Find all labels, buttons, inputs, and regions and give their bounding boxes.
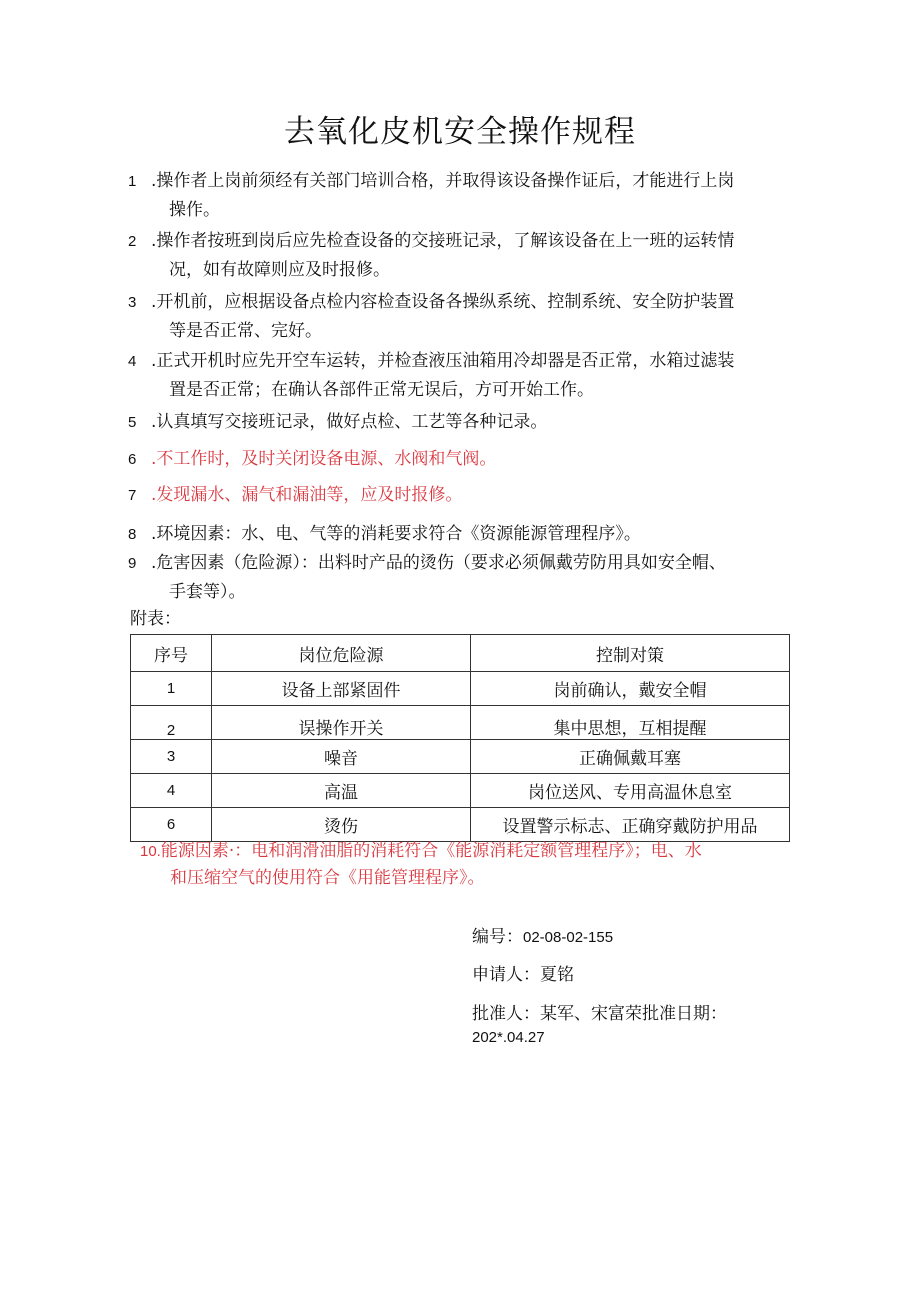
table-cell: 集中思想，互相提醒 [471, 706, 790, 740]
table-cell: 烫伤 [212, 808, 471, 842]
rule-number: 1 [128, 173, 137, 190]
table-cell: 正确佩戴耳塞 [471, 740, 790, 774]
rule-item-6 [128, 445, 793, 474]
page-title: 去氧化皮机安全操作规程 [284, 114, 636, 150]
table-header: 控制对策 [471, 635, 790, 672]
rule-text-continued: 等是否正常、完好。 [169, 321, 322, 341]
rule-text: .开机前，应根据设备点检内容检查设备各操纵系统、控制系统、安全防护装置 [151, 292, 735, 312]
table-cell: 4 [131, 774, 212, 808]
rule-text-continued: 手套等）。 [169, 582, 246, 602]
approver-label: 批准人： [472, 1004, 540, 1024]
rule-item-2 [128, 227, 793, 285]
rule-number: 5 [128, 414, 137, 431]
rule-item-4 [128, 347, 793, 405]
approver [472, 1002, 727, 1026]
table-row [131, 706, 790, 740]
table-header-row [131, 635, 790, 672]
table-cell: 岗前确认，戴安全帽 [471, 672, 790, 706]
appendix-label: 附表： [130, 609, 181, 629]
table-cell: 设置警示标志、正确穿戴防护用品 [471, 808, 790, 842]
code-value: 02-08-02-155 [523, 929, 614, 946]
rule-item-9 [128, 549, 793, 607]
applicant-label: 申请人： [472, 965, 540, 985]
rule-text: .操作者上岗前须经有关部门培训合格，并取得该设备操作证后，才能进行上岗 [151, 171, 735, 191]
rule-text: .发现漏水、漏气和漏油等，应及时报修。 [151, 485, 463, 505]
table-row [131, 672, 790, 706]
table-cell: 2 [131, 706, 212, 740]
rule-text-continued: 置是否正常；在确认各部件正常无误后，方可开始工作。 [169, 380, 594, 400]
rule-text: .环境因素：水、电、气等的消耗要求符合《资源能源管理程序》。 [151, 524, 641, 544]
rule-text: .危害因素（危险源）：出料时产品的烫伤（要求必须佩戴劳防用具如安全帽、 [151, 553, 726, 573]
rule-text-continued: 操作。 [169, 200, 220, 220]
table-cell: 6 [131, 808, 212, 842]
approval-date-label: 批准日期： [642, 1004, 727, 1024]
rule-text: .不工作时，及时关闭设备电源、水阀和气阀。 [151, 449, 497, 469]
applicant [472, 963, 574, 987]
rule-number: 2 [128, 233, 137, 250]
table-cell: 3 [131, 740, 212, 774]
table-cell: 误操作开关 [212, 706, 471, 740]
rule-number: 3 [128, 294, 137, 311]
table-cell: 岗位送风、专用高温休息室 [471, 774, 790, 808]
approval-date [472, 1025, 545, 1050]
energy-number: 10. [140, 843, 161, 860]
table-row [131, 774, 790, 808]
hazard-table [130, 634, 790, 842]
rule-item-8 [128, 520, 793, 549]
rule-item-5 [128, 408, 793, 437]
rule-number: 9 [128, 555, 137, 572]
applicant-value: 夏铭 [540, 965, 574, 985]
table-row [131, 740, 790, 774]
code-label: 编号： [472, 927, 523, 947]
energy-text-continued: 和压缩空气的使用符合《用能管理程序》。 [170, 868, 485, 888]
table-cell: 设备上部紧固件 [212, 672, 471, 706]
table-cell: 1 [131, 672, 212, 706]
rule-number: 8 [128, 526, 137, 543]
table-header: 岗位危险源 [212, 635, 471, 672]
rule-item-1 [128, 167, 793, 225]
rule-item-7 [128, 481, 793, 510]
rule-item-3 [128, 288, 793, 346]
rule-text: .操作者按班到岗后应先检查设备的交接班记录，了解该设备在上一班的运转情 [151, 231, 735, 251]
energy-factor-note [140, 838, 780, 891]
rule-text-continued: 况，如有故障则应及时报修。 [169, 260, 390, 280]
rule-number: 4 [128, 353, 137, 370]
energy-text: 能源因素·：电和润滑油脂的消耗符合《能源消耗定额管理程序》；电、水 [160, 841, 702, 861]
document-code [472, 925, 613, 950]
table-header: 序号 [131, 635, 212, 672]
table-row [131, 808, 790, 842]
rule-number: 7 [128, 487, 137, 504]
table-cell: 高温 [212, 774, 471, 808]
rule-number: 6 [128, 451, 137, 468]
approver-value: 某军、宋富荣 [540, 1004, 642, 1024]
rule-text: .认真填写交接班记录，做好点检、工艺等各种记录。 [151, 412, 548, 432]
table-cell: 噪音 [212, 740, 471, 774]
approval-date-value: 202*.04.27 [472, 1029, 545, 1046]
rule-text: .正式开机时应先开空车运转，并检查液压油箱用冷却器是否正常，水箱过滤装 [151, 351, 735, 371]
